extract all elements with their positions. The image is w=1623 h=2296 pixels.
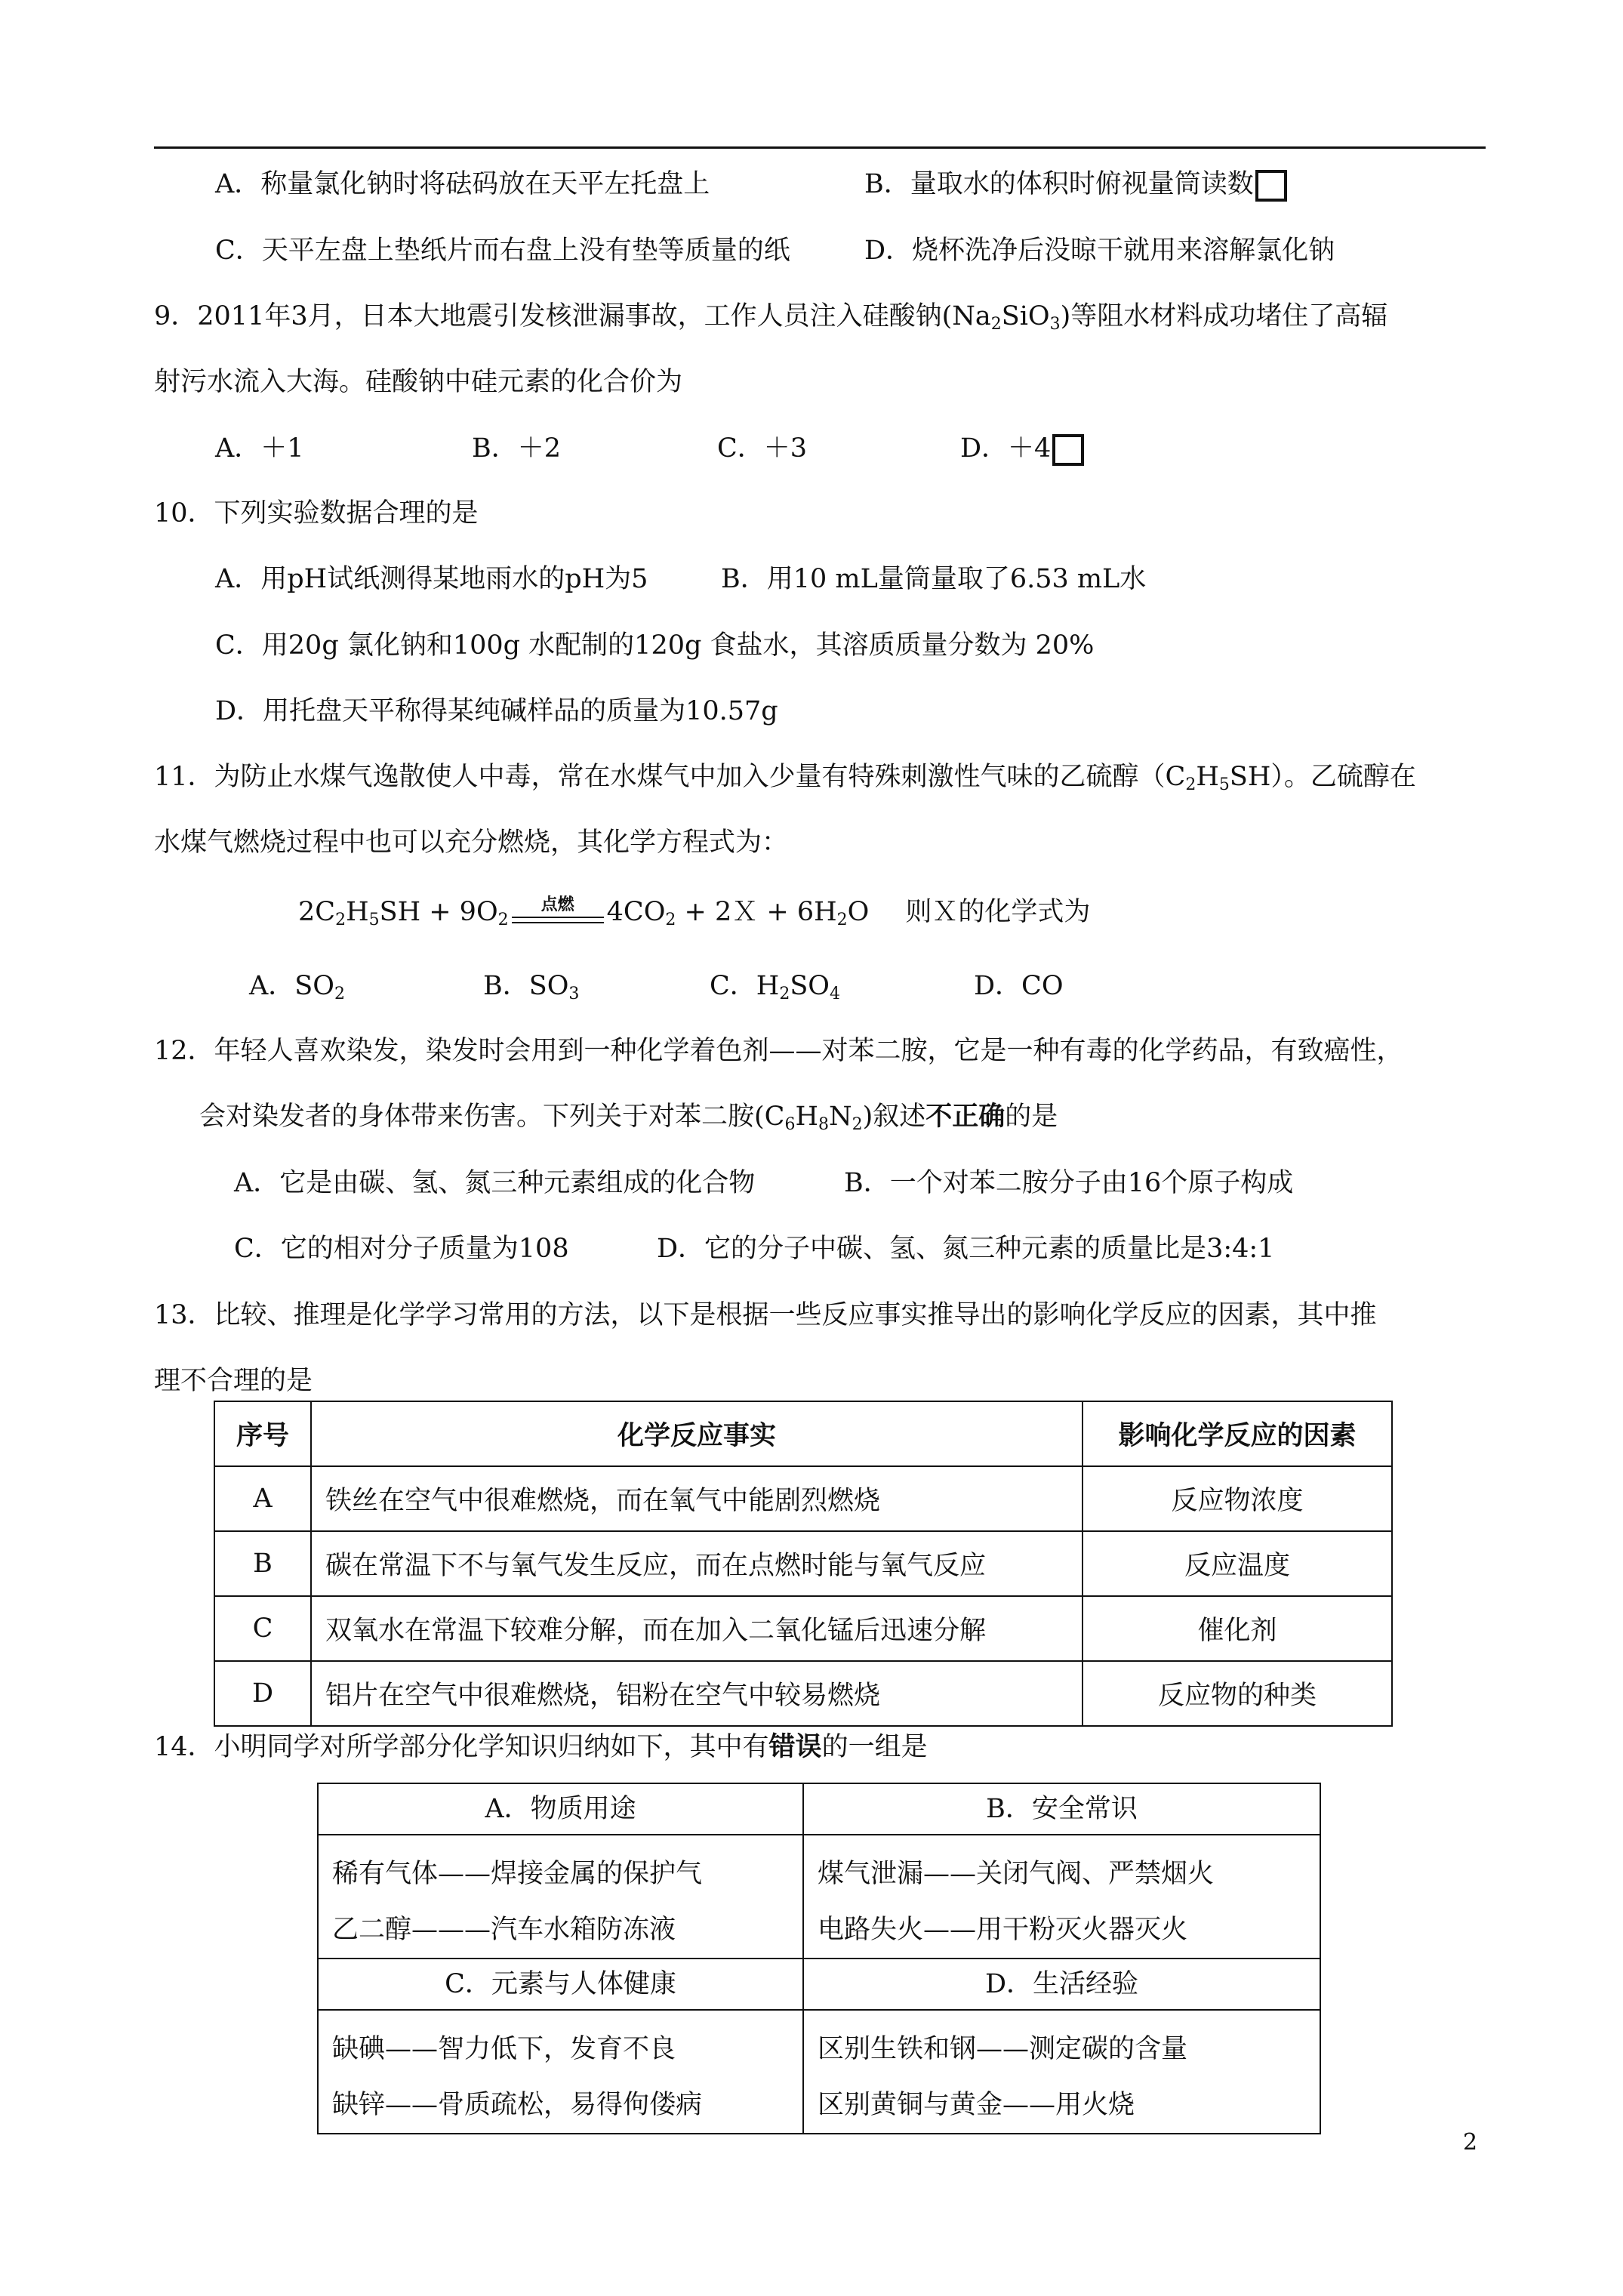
q8-option-b xyxy=(864,168,1287,202)
q8-option-c: C．天平左盘上垫纸片而右盘上没有垫等质量的纸 xyxy=(215,236,790,266)
table-cell-b-body: 煤气泄漏——关闭气阀、严禁烟火 电路失火——用干粉灭火器灭火 xyxy=(803,1835,1320,1959)
table-cell: 催化剂 xyxy=(1083,1596,1392,1661)
table-row xyxy=(318,2010,1320,2134)
q9-stem-line2: 射污水流入大海。硅酸钠中硅元素的化合价为 xyxy=(154,367,683,397)
q9-stem-line1: 9．2011年3月，日本大地震引发核泄漏事故，工作人员注入硅酸钠$(Na_2SiO_3)$等阻水材料成功堵住了高辐 xyxy=(154,301,1388,334)
table-cell: C xyxy=(214,1596,311,1661)
table-cell: 反应物的种类 xyxy=(1083,1661,1392,1726)
reaction-arrow xyxy=(509,894,607,930)
table-cell: B xyxy=(214,1531,311,1596)
q12-stem-line1: 12．年轻人喜欢染发，染发时会用到一种化学着色剂——对苯二胺，它是一种有毒的化学药品，有致癌性， xyxy=(154,1036,1403,1066)
q10-stem: 10．下列实验数据合理的是 xyxy=(154,498,479,529)
q14-stem: 14．小明同学对所学部分化学知识归纳如下，其中有错误的一组是 xyxy=(154,1731,928,1762)
table-cell-c-head: C．元素与人体健康 xyxy=(318,1959,803,2010)
reaction-condition: 点燃 xyxy=(540,894,574,914)
header-rule xyxy=(154,146,1486,149)
table-cell-b-head: B．安全常识 xyxy=(803,1783,1320,1835)
table-header-cell: 影响化学反应的因素 xyxy=(1083,1401,1392,1466)
table-header-row xyxy=(214,1401,1392,1466)
table-cell: 铁丝在空气中很难燃烧，而在氧气中能剧烈燃烧 xyxy=(311,1466,1083,1531)
table-row xyxy=(214,1466,1392,1531)
q8-option-d: D．烧杯洗净后没晾干就用来溶解氯化钠 xyxy=(864,236,1335,266)
table-row xyxy=(318,1783,1320,1835)
q14-table xyxy=(317,1783,1321,2134)
table-cell: 反应物浓度 xyxy=(1083,1466,1392,1531)
table-cell-c-body: 缺碘——智力低下，发育不良 缺锌——骨质疏松，易得佝偻病 xyxy=(318,2010,803,2134)
table-cell-d-head: D．生活经验 xyxy=(803,1959,1320,2010)
q11-stem-line2: 水煤气燃烧过程中也可以充分燃烧，其化学方程式为： xyxy=(154,827,789,858)
table-cell: A xyxy=(214,1466,311,1531)
q13-stem-line1: 13．比较、推理是化学学习常用的方法，以下是根据一些反应事实推导出的影响化学反应的因素，其中推 xyxy=(154,1300,1377,1330)
table-header-cell: 化学反应事实 xyxy=(311,1401,1083,1466)
table-header-cell: 序号 xyxy=(214,1401,311,1466)
table-cell: D xyxy=(214,1661,311,1726)
table-row xyxy=(214,1531,1392,1596)
q12-option-d: D．它的分子中碳、氢、氮三种元素的质量比是3:4:1 xyxy=(657,1234,1275,1264)
q13-stem-line2: 理不合理的是 xyxy=(154,1366,313,1396)
q9-option-c: C．＋3 xyxy=(717,433,808,464)
q11-option-c: C．$H_2SO_4$ xyxy=(710,971,840,1003)
q9-option-d: D．＋4 xyxy=(960,432,1084,466)
q12-option-b: B．一个对苯二胺分子由16个原子构成 xyxy=(844,1168,1294,1198)
q9-option-a: A．＋1 xyxy=(215,433,304,464)
answer-box[interactable] xyxy=(1052,434,1084,466)
q11-option-b: B．$SO_3$ xyxy=(483,971,580,1003)
q10-option-b: B．用10 mL量筒量取了6.53 mL水 xyxy=(721,564,1147,594)
q13-table xyxy=(214,1401,1393,1727)
q12-stem-line2: 会对染发者的身体带来伤害。下列关于对苯二胺$(C_6H_8N_2)$叙述不正确的是 xyxy=(199,1101,1058,1134)
q11-stem-line1: 11．为防止水煤气逸散使人中毒，常在水煤气中加入少量有特殊刺激性气味的乙硫醇$(C_2H_5SH)$。乙硫醇在 xyxy=(154,762,1416,794)
q11-equation: $2C_2H_5SH + 9O_2$ 点燃 $4CO_2$ + 2Ｘ + $6H_2O$ 则Ｘ的化学式为 xyxy=(298,895,1090,930)
table-row xyxy=(318,1835,1320,1959)
table-row xyxy=(318,1959,1320,2010)
table-cell: 双氧水在常温下较难分解，而在加入二氧化锰后迅速分解 xyxy=(311,1596,1083,1661)
q11-option-d: D．CO xyxy=(974,971,1064,1001)
table-cell-a-head: A．物质用途 xyxy=(318,1783,803,1835)
q12-option-a: A．它是由碳、氢、氮三种元素组成的化合物 xyxy=(234,1168,756,1198)
q8-option-b-text: B．量取水的体积时俯视量筒读数 xyxy=(864,169,1254,199)
table-cell: 反应温度 xyxy=(1083,1531,1392,1596)
q11-option-a: A．$SO_2$ xyxy=(249,971,345,1003)
table-cell: 铝片在空气中很难燃烧，铝粉在空气中较易燃烧 xyxy=(311,1661,1083,1726)
table-row xyxy=(214,1661,1392,1726)
table-cell-d-body: 区别生铁和钢——测定碳的含量 区别黄铜与黄金——用火烧 xyxy=(803,2010,1320,2134)
answer-box[interactable] xyxy=(1255,170,1287,202)
q10-option-d: D．用托盘天平称得某纯碱样品的质量为10.57g xyxy=(215,696,778,726)
table-cell-a-body: 稀有气体——焊接金属的保护气 乙二醇———汽车水箱防冻液 xyxy=(318,1835,803,1959)
table-cell: 碳在常温下不与氧气发生反应，而在点燃时能与氧气反应 xyxy=(311,1531,1083,1596)
table-row xyxy=(214,1596,1392,1661)
q12-option-c: C．它的相对分子质量为108 xyxy=(234,1234,569,1264)
q9-option-b: B．＋2 xyxy=(472,433,561,464)
page-number: 2 xyxy=(1463,2129,1478,2156)
q8-option-a: A．称量氯化钠时将砝码放在天平左托盘上 xyxy=(215,169,710,199)
q10-option-c: C．用20g 氯化钠和100g 水配制的120g 食盐水，其溶质质量分数为 20% xyxy=(215,630,1095,661)
q10-option-a: A．用pH试纸测得某地雨水的pH为5 xyxy=(215,564,648,594)
